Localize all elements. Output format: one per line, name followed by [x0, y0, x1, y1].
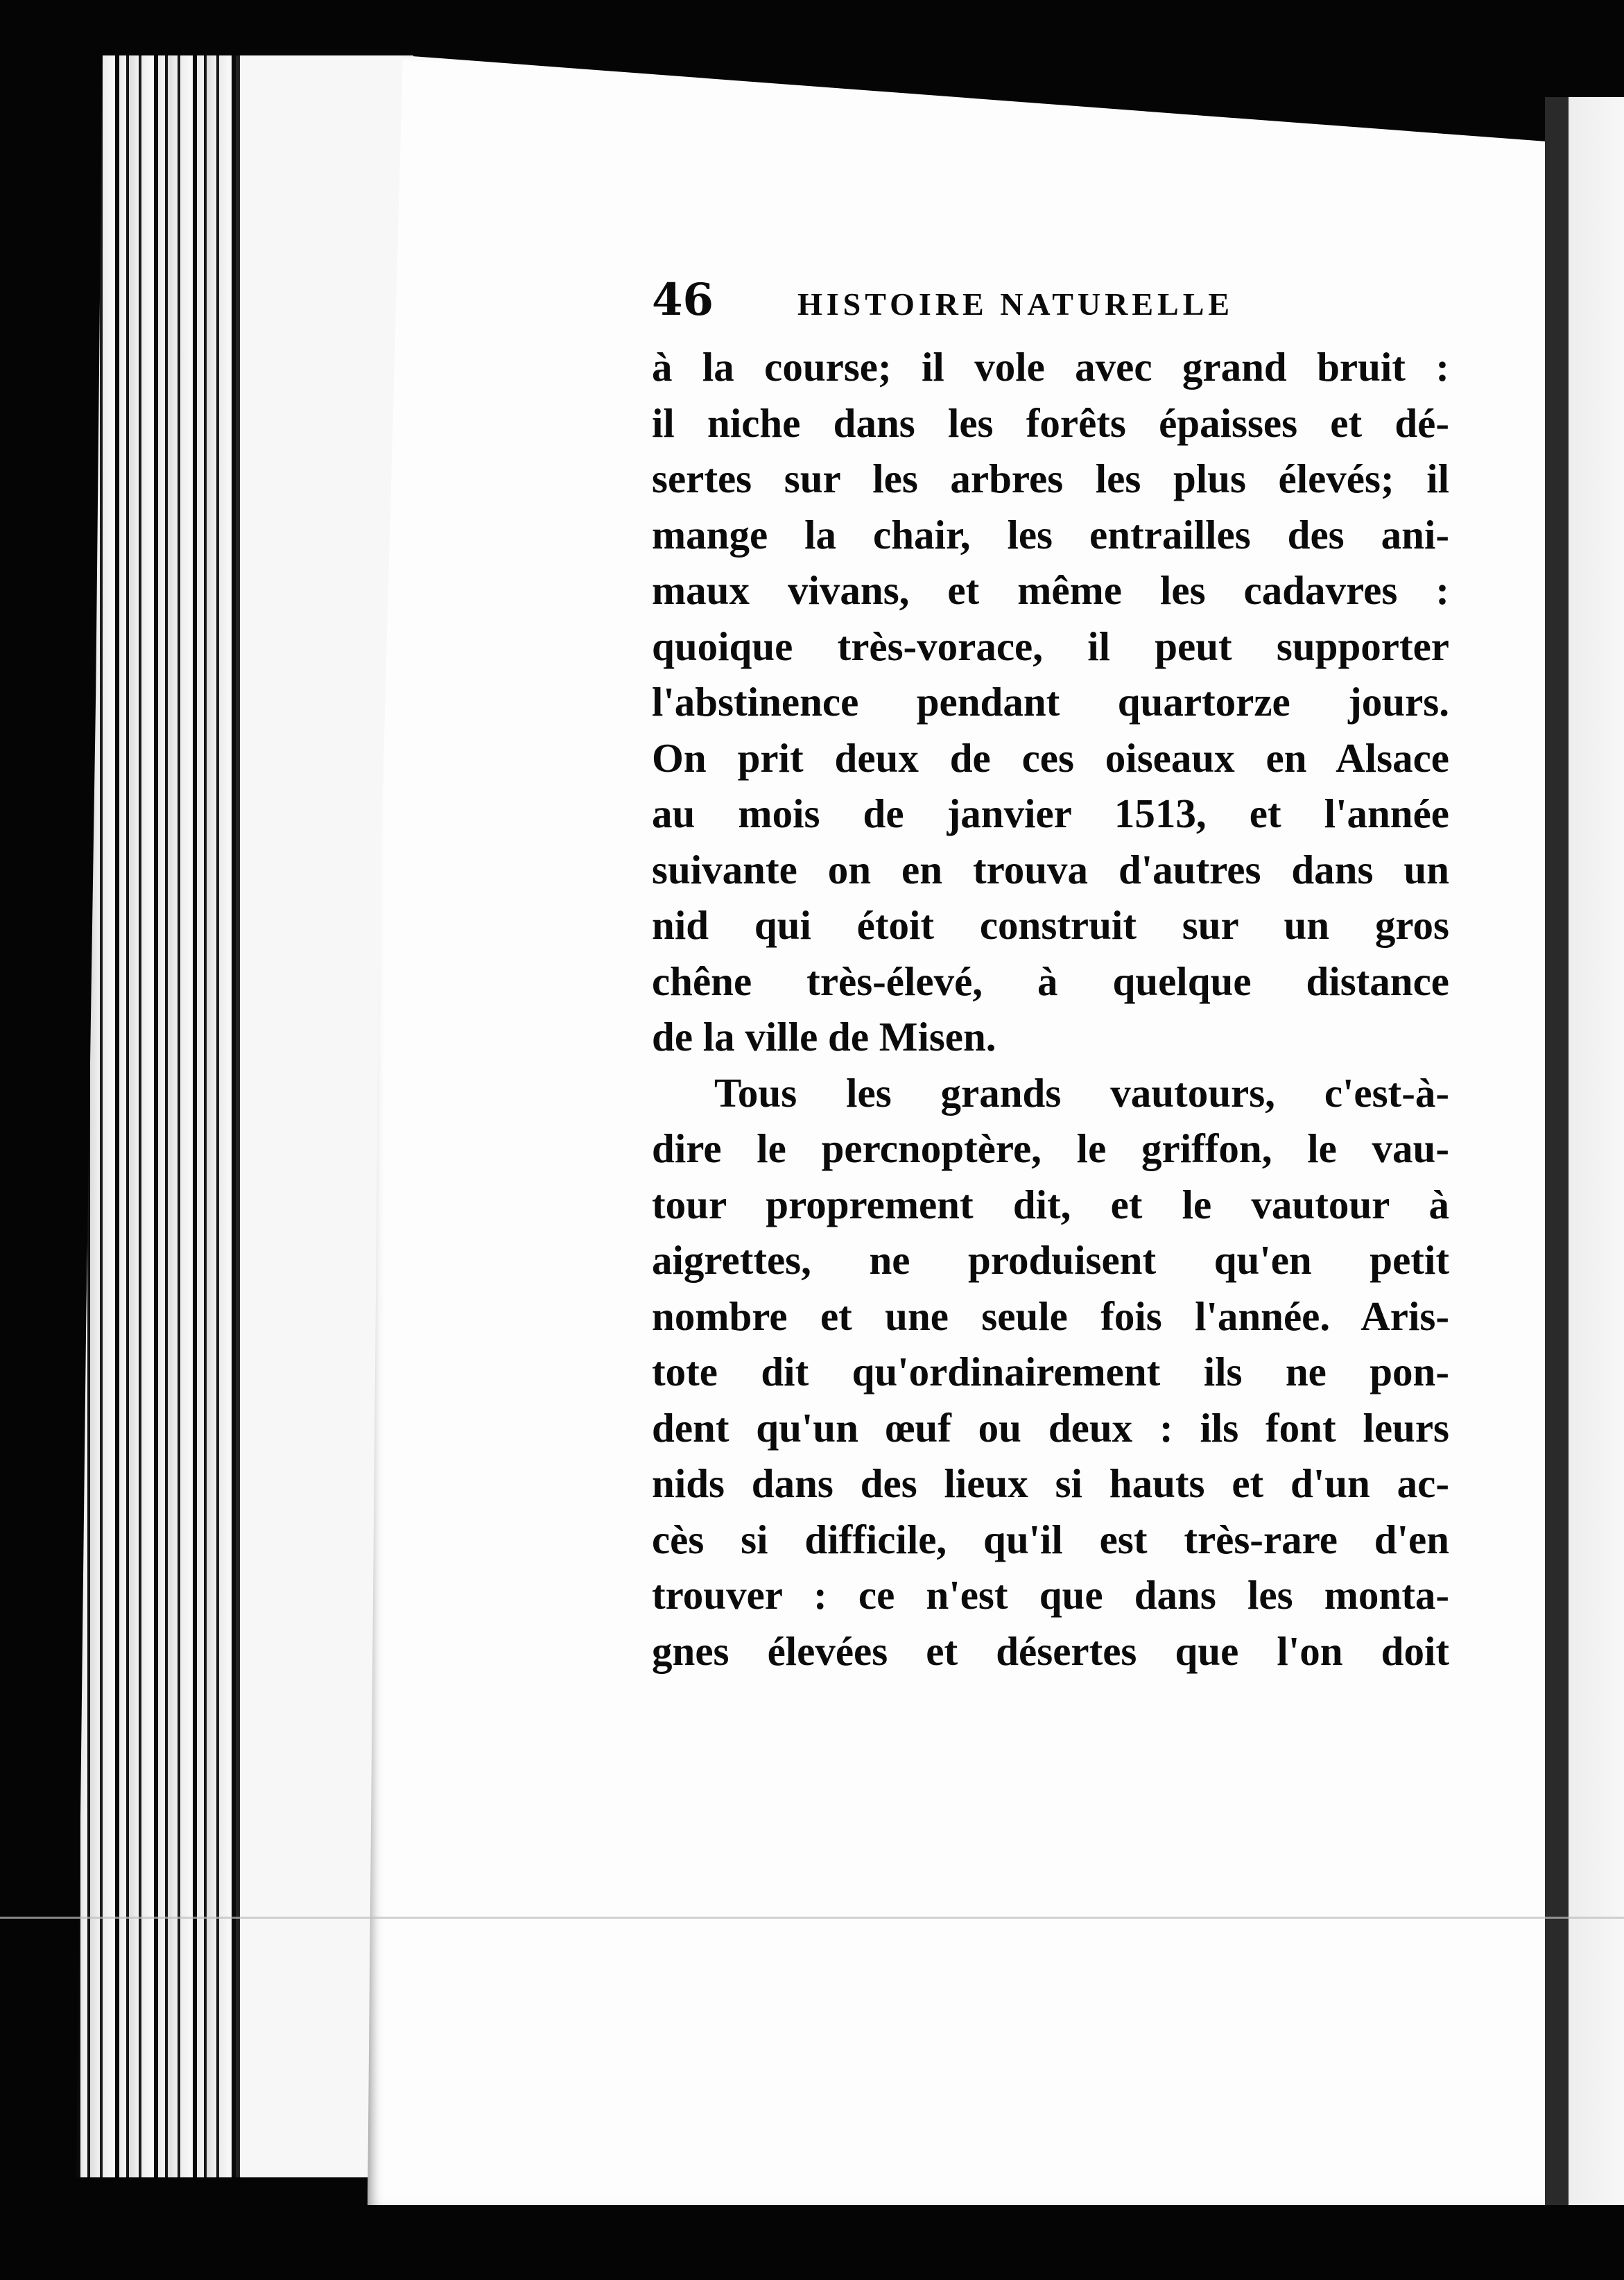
- text-line: nombre et une seule fois l'année. Aris-: [652, 1293, 1449, 1339]
- text-line: aigrettes, ne produisent qu'en petit: [652, 1237, 1449, 1283]
- text-line: maux vivans, et même les cadavres :: [652, 567, 1449, 613]
- running-head-title: HISTOIRE NATURELLE: [797, 286, 1234, 322]
- text-line: dent qu'un œuf ou deux : ils font leurs: [652, 1404, 1449, 1451]
- text-line: dire le percnoptère, le griffon, le vau-: [652, 1125, 1449, 1171]
- next-page-edge: [1545, 97, 1624, 2205]
- text-line: nids dans des lieux si hauts et d'un ac-: [652, 1460, 1449, 1506]
- page-number: 46: [652, 274, 714, 326]
- text-line: trouver : ce n'est que dans les monta-: [652, 1572, 1449, 1618]
- text-line: gnes élevées et désertes que l'on doit: [652, 1627, 1449, 1674]
- text-line: sertes sur les arbres les plus élevés; il: [652, 456, 1449, 501]
- text-line: cès si difficile, qu'il est très-rare d'en: [652, 1516, 1449, 1562]
- text-line: l'abstinence pendant quartorze jours.: [652, 679, 1449, 725]
- text-line: quoique très-vorace, il peut supporter: [652, 623, 1449, 669]
- text-line: au mois de janvier 1513, et l'année: [652, 791, 1449, 836]
- text-line: chêne très-élevé, à quelque distance: [652, 958, 1449, 1004]
- text-line: tour proprement dit, et le vautour à: [652, 1181, 1449, 1227]
- text-line: il niche dans les forêts épaisses et dé-: [652, 399, 1449, 446]
- page-text-block: [652, 274, 1470, 1679]
- text-line: On prit deux de ces oiseaux en Alsace: [652, 734, 1449, 781]
- text-line: Tous les grands vautours, c'est-à-: [714, 1069, 1449, 1116]
- text-line: à la course; il vole avec grand bruit :: [652, 344, 1449, 390]
- scan-artifact-line: [0, 1917, 1624, 1919]
- text-line: suivante on en trouva d'autres dans un: [652, 846, 1449, 892]
- text-line: de la ville de Misen.: [652, 1014, 996, 1060]
- text-line: nid qui étoit construit sur un gros: [652, 902, 1449, 948]
- text-line: tote dit qu'ordinairement ils ne pon-: [652, 1349, 1449, 1394]
- running-head: [652, 274, 1470, 336]
- text-line: mange la chair, les entrailles des ani-: [652, 511, 1449, 558]
